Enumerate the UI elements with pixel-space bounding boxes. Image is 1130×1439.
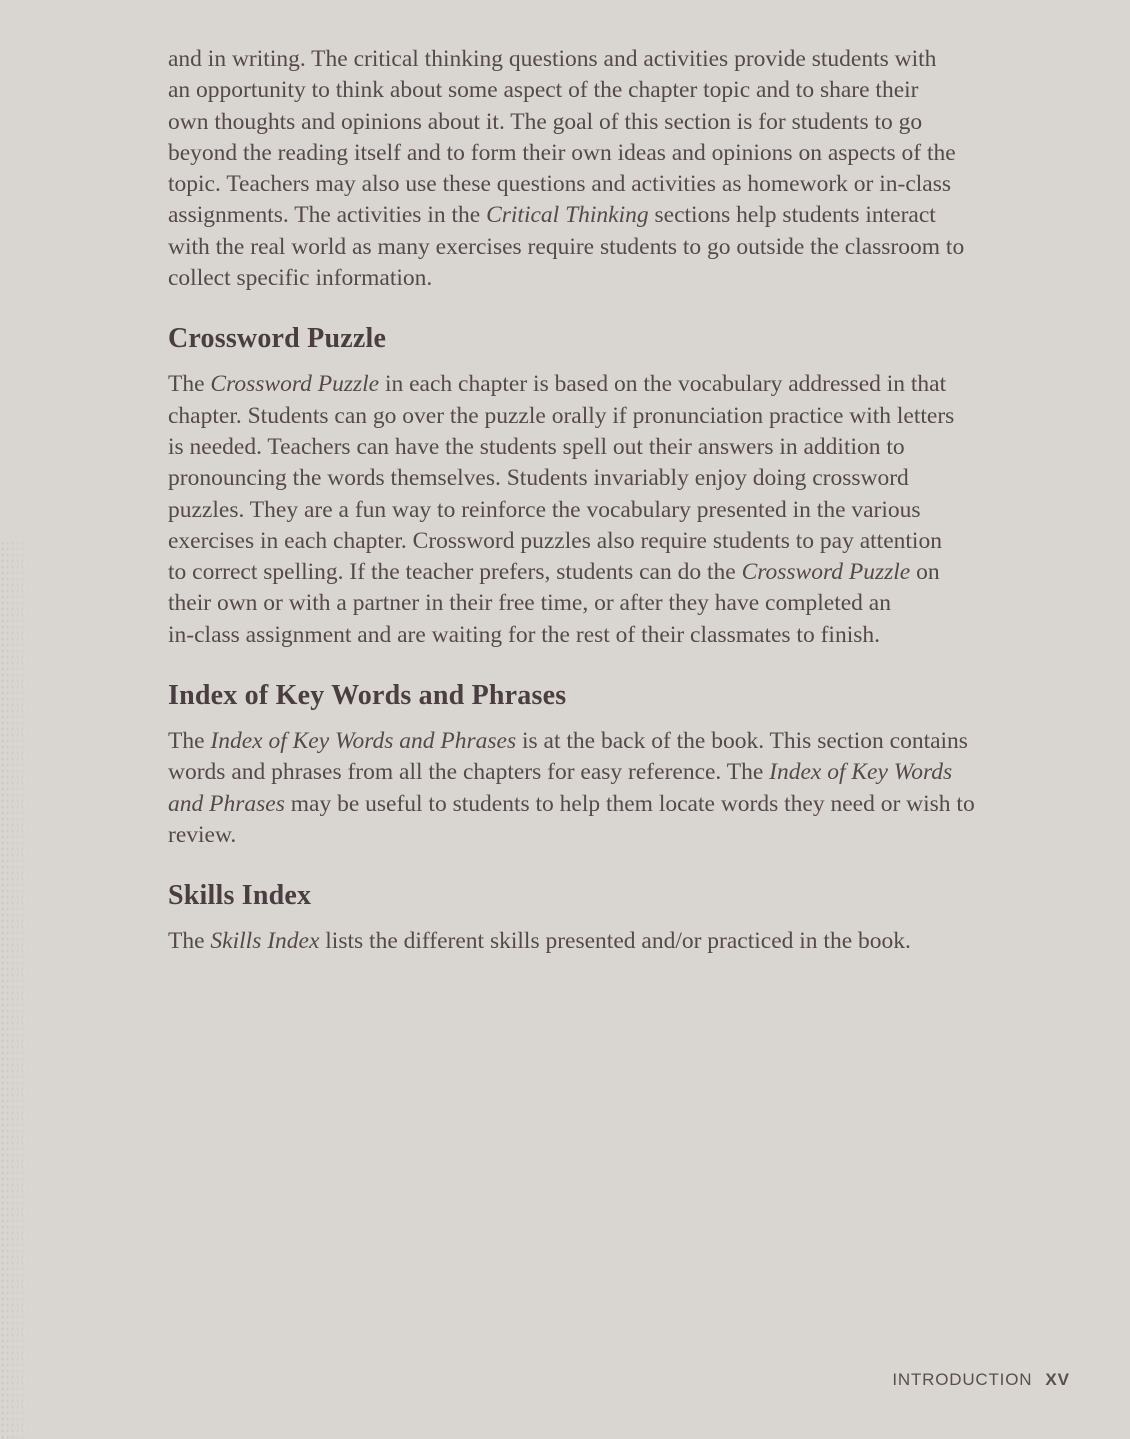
text-line (168, 232, 1080, 263)
paragraph (168, 726, 1080, 851)
text-line (168, 200, 1080, 231)
footer-section-label: INTRODUCTION (892, 1370, 1033, 1389)
italic-text-segment: Index of Key Words and Phrases (210, 728, 517, 755)
text-segment: assignments. The activities in the (168, 202, 487, 229)
italic-text-segment: Skills Index (210, 928, 320, 955)
text-segment: The (168, 371, 211, 398)
footer-page-number: XV (1045, 1370, 1070, 1389)
text-segment: words and phrases from all the chapters for easy reference. The (168, 759, 770, 786)
text-line (168, 75, 1080, 106)
text-line (168, 401, 1080, 432)
section-heading: Index of Key Words and Phrases (168, 680, 567, 712)
text-line (168, 926, 1080, 957)
text-segment: their own or with a partner in their free time, or after they have completed an (168, 590, 891, 617)
text-segment: in-class assignment and are waiting for the rest of their classmates to finish. (168, 621, 880, 648)
text-segment: with the real world as many exercises require students to go outside the classroom to (168, 233, 965, 260)
text-segment: pronouncing the words themselves. Students invariably enjoy doing crossword (168, 465, 909, 492)
text-segment: beyond the reading itself and to form their own ideas and opinions on aspects of the (168, 139, 956, 166)
paragraph (168, 926, 1080, 957)
paragraph (168, 369, 1080, 651)
section (168, 679, 1080, 851)
text-line (168, 463, 1080, 494)
text-line (168, 138, 1080, 169)
section (168, 879, 1080, 957)
text-segment: chapter. Students can go over the puzzle orally if pronunciation practice with letters (168, 402, 955, 429)
text-segment: is at the back of the book. This section contains (516, 728, 968, 755)
text-segment: and in writing. The critical thinking questions and activities provide students with (168, 46, 937, 72)
text-line (168, 726, 1080, 757)
text-segment: review. (168, 821, 237, 848)
text-line (168, 820, 1080, 851)
text-segment: may be useful to students to help them locate words they need or wish to (284, 790, 975, 817)
text-line (168, 369, 1080, 400)
content (168, 44, 1080, 958)
italic-text-segment: Critical Thinking (486, 202, 649, 229)
text-segment: on (910, 559, 940, 586)
text-line (168, 107, 1080, 138)
italic-text-segment: Crossword Puzzle (741, 559, 911, 586)
text-segment: in each chapter is based on the vocabulary addressed in that (379, 371, 947, 398)
text-segment: to correct spelling. If the teacher prefers, students can do the (168, 559, 742, 586)
text-line (168, 495, 1080, 526)
text-line (168, 526, 1080, 557)
scan-noise-texture (0, 540, 40, 1439)
text-line (168, 789, 1080, 820)
text-line (168, 44, 1080, 75)
text-line (168, 432, 1080, 463)
text-line (168, 620, 1080, 651)
text-segment: sections help students interact (648, 202, 936, 229)
text-segment: lists the different skills presented and/or practiced in the book. (319, 928, 911, 955)
italic-text-segment: Index of Key Words (769, 759, 953, 786)
text-line (168, 588, 1080, 619)
footer (892, 1370, 1070, 1390)
text-segment: puzzles. They are a fun way to reinforce the vocabulary presented in the various (168, 496, 921, 523)
text-segment: an opportunity to think about some aspect of the chapter topic and to share their (168, 77, 919, 104)
text-line (168, 757, 1080, 788)
text-segment: own thoughts and opinions about it. The goal of this section is for students to go (168, 108, 923, 135)
section (168, 322, 1080, 651)
text-segment: topic. Teachers may also use these questions and activities as homework or in-class (168, 171, 952, 198)
text-segment: exercises in each chapter. Crossword puzzles also require students to pay attention (168, 527, 942, 554)
text-line (168, 169, 1080, 200)
text-segment: The (168, 928, 211, 955)
text-segment: The (168, 728, 211, 755)
text-segment: collect specific information. (168, 265, 433, 292)
italic-text-segment: Crossword Puzzle (210, 371, 380, 398)
italic-text-segment: and Phrases (168, 790, 285, 817)
section-heading: Crossword Puzzle (168, 323, 387, 355)
text-segment: is needed. Teachers can have the students spell out their answers in addition to (168, 433, 905, 460)
paragraph (168, 44, 1080, 294)
text-line (168, 263, 1080, 294)
section (168, 44, 1080, 294)
section-heading: Skills Index (168, 880, 312, 912)
text-line (168, 557, 1080, 588)
